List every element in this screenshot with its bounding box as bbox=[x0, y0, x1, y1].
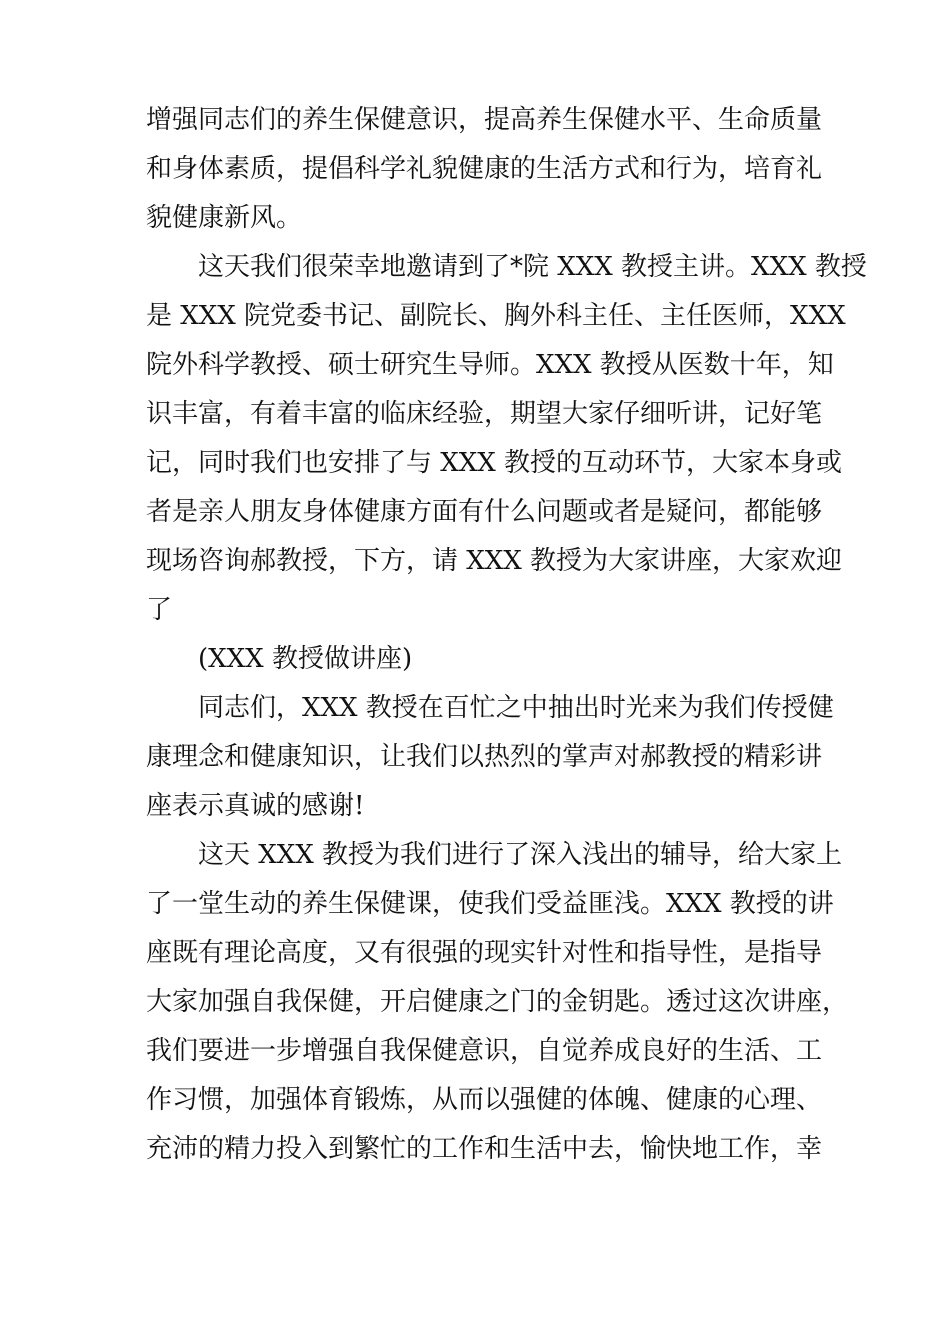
text-line: 座表示真诚的感谢! bbox=[146, 791, 365, 821]
text-line: 是 XXX 院党委书记、副院长、胸外科主任、主任医师，XXX bbox=[146, 301, 846, 331]
text-line: 大家加强自我保健，开启健康之门的金钥匙。透过这次讲座， bbox=[146, 987, 849, 1017]
text-line: 院外科学教授、硕士研究生导师。XXX 教授从医数十年，知 bbox=[146, 350, 834, 380]
text-line: 增强同志们的养生保健意识，提高养生保健水平、生命质量 bbox=[146, 105, 823, 135]
text-line: 貌健康新风。 bbox=[146, 203, 303, 233]
text-line: 我们要进一步增强自我保健意识，自觉养成良好的生活、工 bbox=[146, 1036, 823, 1066]
text-line: 同志们，XXX 教授在百忙之中抽出时光来为我们传授健 bbox=[146, 693, 834, 723]
text-line: 者是亲人朋友身体健康方面有什么问题或者是疑问，都能够 bbox=[146, 497, 823, 527]
text-line: 作习惯，加强体育锻炼，从而以强健的体魄、健康的心理、 bbox=[146, 1085, 823, 1115]
text-line: 识丰富，有着丰富的临床经验，期望大家仔细听讲，记好笔 bbox=[146, 399, 823, 429]
text-line: 座既有理论高度，又有很强的现实针对性和指导性，是指导 bbox=[146, 938, 823, 968]
text-line: 充沛的精力投入到繁忙的工作和生活中去，愉快地工作，幸 bbox=[146, 1134, 823, 1164]
text-line: 这天我们很荣幸地邀请到了*院 XXX 教授主讲。XXX 教授 bbox=[146, 252, 867, 282]
body-text bbox=[146, 96, 867, 1174]
text-line: 这天 XXX 教授为我们进行了深入浅出的辅导，给大家上 bbox=[146, 840, 843, 870]
text-line: 现场咨询郝教授，下方，请 XXX 教授为大家讲座，大家欢迎 bbox=[146, 546, 843, 576]
text-line: 康理念和健康知识，让我们以热烈的掌声对郝教授的精彩讲 bbox=[146, 742, 823, 772]
text-line: 了 bbox=[146, 595, 173, 625]
text-line: (XXX 教授做讲座) bbox=[146, 644, 413, 674]
text-line: 了一堂生动的养生保健课，使我们受益匪浅。XXX 教授的讲 bbox=[146, 889, 834, 919]
text-line: 和身体素质，提倡科学礼貌健康的生活方式和行为，培育礼 bbox=[146, 154, 823, 184]
text-line: 记，同时我们也安排了与 XXX 教授的互动环节，大家本身或 bbox=[146, 448, 843, 478]
